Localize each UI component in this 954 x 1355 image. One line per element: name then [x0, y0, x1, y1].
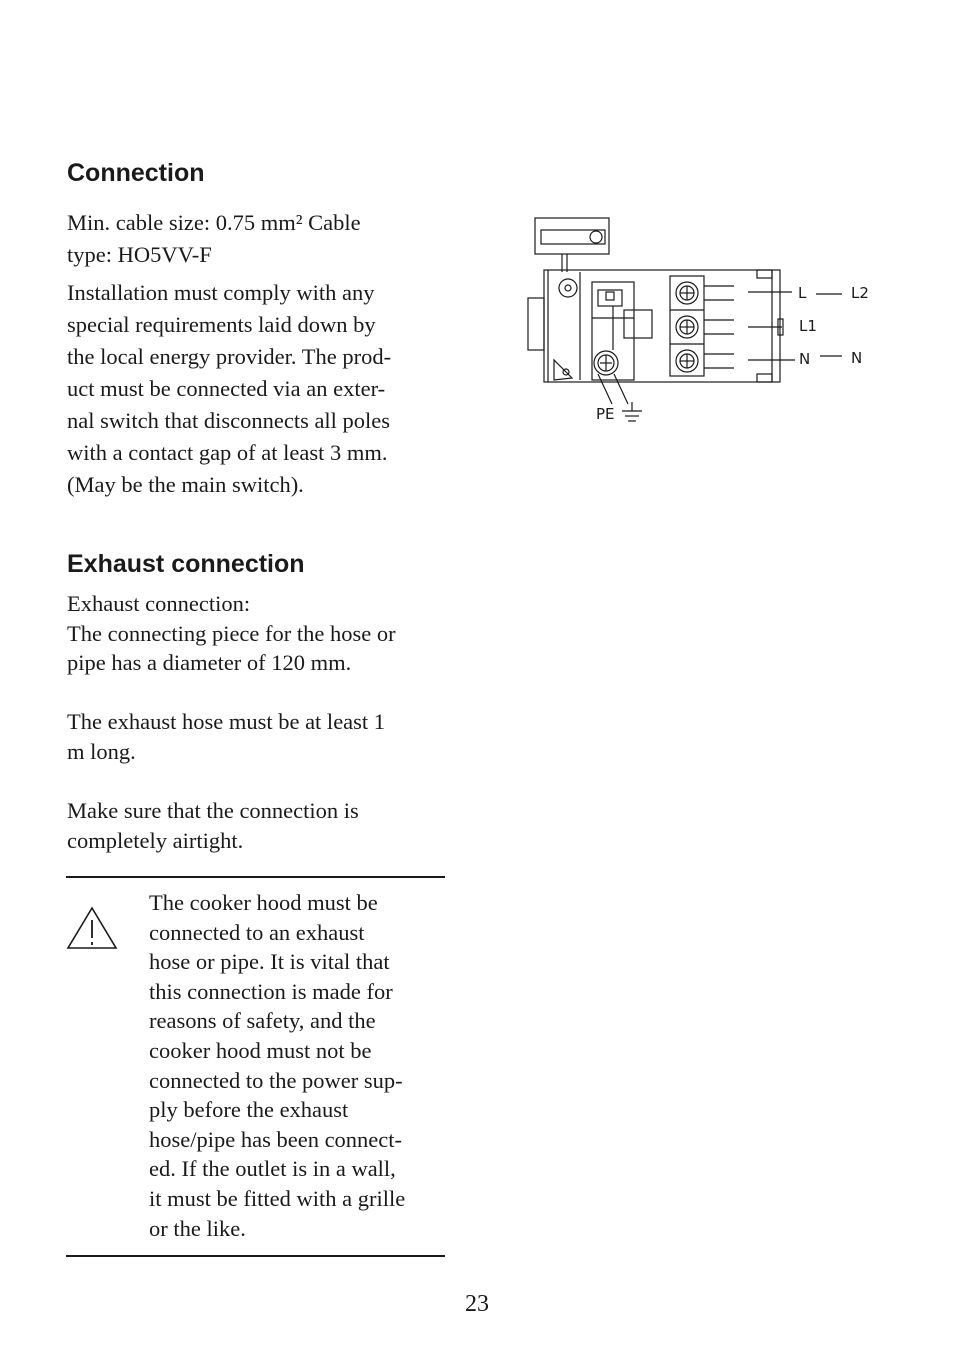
text-line: Make sure that the connection is: [67, 798, 359, 823]
text-line: the local energy provider. The prod-: [67, 344, 392, 369]
text-line: uct must be connected via an exter-: [67, 376, 386, 401]
text-line: or the like.: [149, 1215, 246, 1241]
text-line: completely airtight.: [67, 827, 244, 853]
warning-top-rule: [66, 876, 445, 878]
text-line: connected to the power sup-: [149, 1067, 403, 1093]
text-line: Exhaust connection:: [67, 591, 251, 616]
warning-bottom-rule: [66, 1255, 445, 1257]
text-line: ply before the exhaust: [149, 1097, 349, 1123]
text-line: The cooker hood must be: [149, 890, 378, 915]
text-line: it must be fitted with a grille: [149, 1185, 406, 1211]
terminal-block-diagram: [520, 210, 880, 430]
exhaust-heading: Exhaust connection: [67, 550, 305, 578]
text-line: The exhaust hose must be at least 1: [67, 709, 386, 734]
text-line: The connecting piece for the hose or: [67, 620, 396, 646]
label-l: L: [798, 284, 807, 302]
text-line: (May be the main switch).: [67, 472, 304, 497]
text-line: pipe has a diameter of 120 mm.: [67, 650, 352, 675]
label-n-left: N: [799, 350, 811, 368]
text-line: m long.: [67, 738, 136, 764]
label-l2: L2: [851, 284, 869, 302]
label-pe: PE: [596, 405, 615, 423]
hose-length-paragraph: [67, 707, 447, 766]
cable-spec-paragraph: [67, 207, 447, 271]
text-line: Installation must comply with any: [67, 280, 375, 305]
text-line: with a contact gap of at least 3 mm.: [67, 440, 388, 465]
text-line: Min. cable size: 0.75 mm² Cable: [67, 210, 361, 235]
text-line: reasons of safety, and the: [149, 1008, 376, 1034]
text-line: type: HO5VV-F: [67, 242, 212, 267]
warning-triangle-icon: [66, 905, 118, 951]
airtight-paragraph: [67, 796, 447, 855]
text-line: special requirements laid down by: [67, 312, 376, 337]
text-line: ed. If the outlet is in a wall,: [149, 1156, 396, 1182]
page-number: 23: [465, 1291, 489, 1317]
label-n-right: N: [851, 349, 863, 367]
text-line: this connection is made for: [149, 978, 393, 1004]
warning-text: [149, 888, 449, 1243]
exhaust-intro-paragraph: [67, 589, 447, 678]
text-line: nal switch that disconnects all poles: [67, 408, 391, 433]
label-l1: L1: [799, 317, 817, 335]
text-line: hose/pipe has been connect-: [149, 1126, 403, 1152]
text-line: cooker hood must not be: [149, 1037, 372, 1063]
installation-paragraph: [67, 277, 447, 501]
text-line: connected to an exhaust: [149, 919, 365, 945]
text-line: hose or pipe. It is vital that: [149, 949, 390, 975]
connection-heading: Connection: [67, 159, 205, 187]
